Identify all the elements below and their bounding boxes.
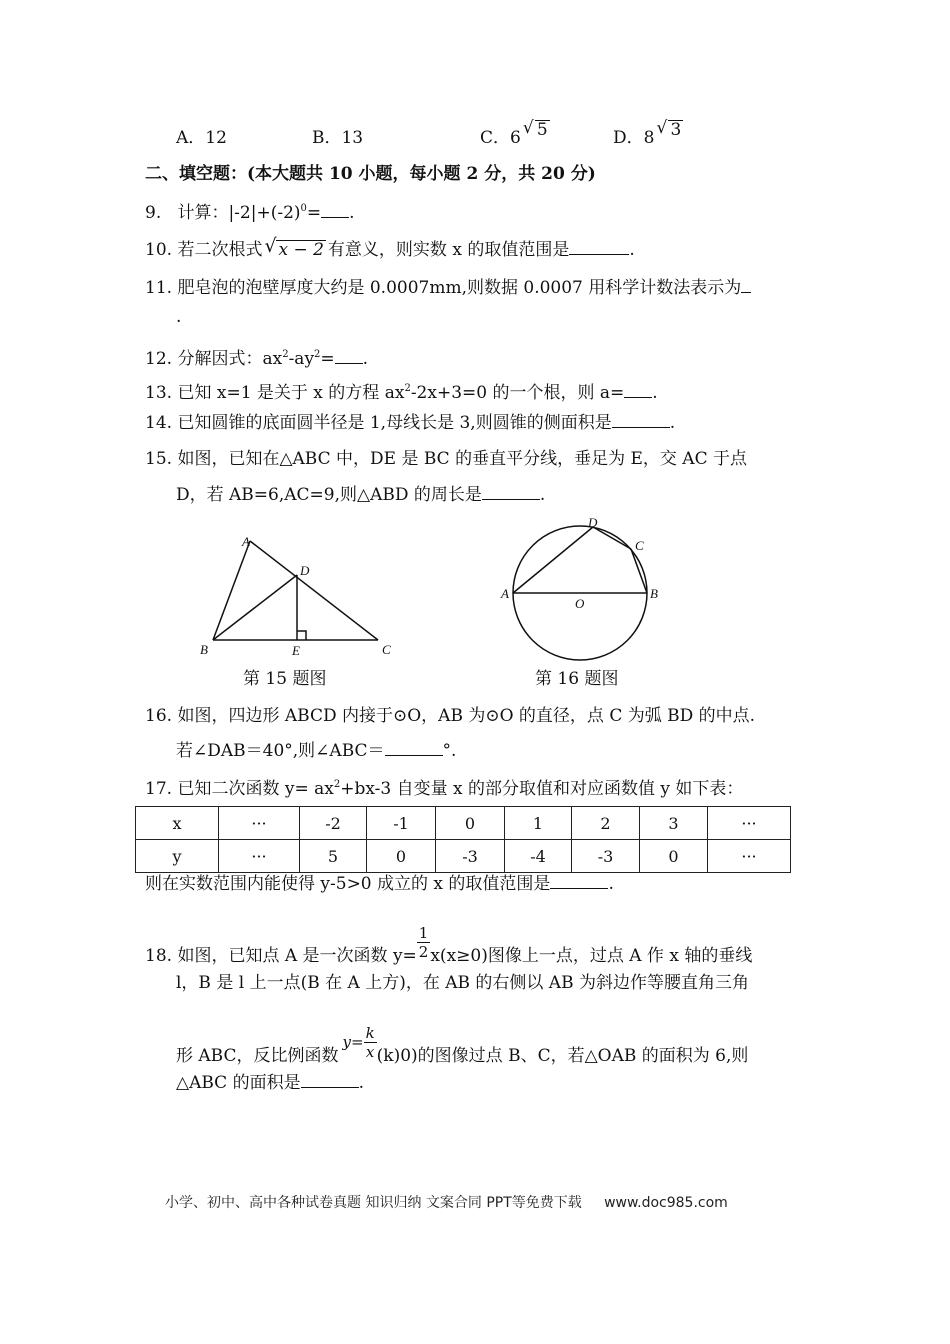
- q11-number: 11.: [145, 278, 173, 298]
- footer: [165, 1192, 728, 1212]
- q11-text: 肥皂泡的泡壁厚度大约是 0.0007mm,则数据 0.0007 用科学计数法表示为: [177, 278, 742, 298]
- q9-text: 计算：|-2|+(-2): [177, 203, 301, 223]
- q18-line1-pre: 如图，已知点 A 是一次函数 y=: [177, 946, 417, 966]
- choice-c-label: C．6: [480, 128, 521, 148]
- q9-tail: =: [306, 203, 322, 223]
- fig15-label-e: E: [292, 643, 300, 658]
- q18-func-frac: [364, 1024, 377, 1061]
- fig16-label-d: D: [588, 515, 598, 530]
- q10-radicand: x − 2: [278, 240, 324, 260]
- figure-16: [495, 512, 675, 662]
- question-11: [145, 277, 751, 299]
- q11-continuation: .: [176, 307, 182, 327]
- q12-exp2: 2: [314, 349, 321, 360]
- q12-answer-blank[interactable]: [335, 348, 363, 364]
- table-cell: 5: [300, 840, 367, 873]
- q18-func-eq: =: [350, 1033, 364, 1051]
- q18-func-y: y: [342, 1033, 351, 1051]
- q16-line2: 若∠DAB＝40°,则∠ABC＝: [176, 741, 385, 761]
- figure-16-caption: 第 16 题图: [535, 669, 619, 689]
- q9-exponent: 0: [300, 203, 307, 214]
- fig16-label-o: O: [575, 596, 585, 611]
- choice-c: [480, 118, 552, 149]
- q17-pre: 已知二次函数 y= ax: [177, 779, 334, 799]
- question-17: [145, 774, 743, 800]
- choice-d-sqrt: √ 3: [656, 118, 682, 140]
- figure-15: [190, 530, 410, 660]
- q18-number: 18.: [145, 946, 173, 966]
- choice-a: A．12: [176, 128, 227, 148]
- q12-mid: -ay: [288, 349, 315, 369]
- choice-b: B．13: [312, 128, 364, 148]
- q18-line1-post: x(x≥0)图像上一点，过点 A 作 x 轴的垂线: [430, 946, 753, 966]
- q16-number: 16.: [145, 706, 173, 726]
- q18-fraction: [417, 924, 431, 961]
- table-cell: ···: [708, 840, 791, 873]
- fig16-label-b: B: [650, 586, 658, 601]
- table-row-x: [136, 807, 791, 840]
- q18-answer-blank[interactable]: [301, 1072, 359, 1088]
- q10-post: 有意义，则实数 x 的取值范围是: [327, 240, 570, 260]
- q15-line2-row: D，若 AB=6,AC=9,则△ABD 的周长是 .: [176, 485, 546, 505]
- table-cell: -1: [367, 807, 436, 840]
- q15-number: 15.: [145, 449, 173, 469]
- q18-line3-pre: 形 ABC，反比例函数: [176, 1046, 339, 1066]
- q18-line4-row: △ABC 的面积是 .: [176, 1073, 364, 1093]
- q18-line3-post: (k)0)的图像过点 B、C，若△OAB 的面积为 6,则: [376, 1046, 749, 1066]
- question-15: [145, 448, 747, 470]
- fig15-label-d: D: [300, 563, 310, 578]
- question-13: 13. 已知 x=1 是关于 x 的方程 $ax^2-2x+3=0$ 的一个根，则 a= .: [145, 383, 658, 403]
- footer-text: 小学、初中、高中各种试卷真题 知识归纳 文案合同 PPT等免费下载: [165, 1195, 582, 1211]
- q18-line4: △ABC 的面积是: [176, 1073, 301, 1093]
- fig16-label-c: C: [635, 538, 644, 553]
- table-cell: -2: [300, 807, 367, 840]
- question-14: 14. 已知圆锥的底面圆半径是 1,母线长是 3,则圆锥的侧面积是 .: [145, 413, 676, 433]
- question-18: [145, 924, 753, 975]
- q17-after: 则在实数范围内能使得 y-5>0 成立的 x 的取值范围是: [145, 874, 551, 894]
- footer-url[interactable]: www.doc985.com: [604, 1195, 728, 1211]
- question-16: [145, 705, 755, 727]
- q16-tail: °.: [442, 741, 457, 761]
- q17-exp: 2: [333, 779, 341, 790]
- table-cell: x: [136, 807, 219, 840]
- table-cell: 0: [436, 807, 505, 840]
- fig16-chord-ad: [513, 527, 593, 593]
- q14-answer-blank[interactable]: [612, 412, 670, 428]
- fig15-right-angle: [297, 631, 306, 640]
- fig16-chord-cb: [631, 549, 647, 593]
- table-cell: -3: [436, 840, 505, 873]
- q14-text: 已知圆锥的底面圆半径是 1,母线长是 3,则圆锥的侧面积是: [177, 413, 612, 433]
- table-cell: 1: [505, 807, 572, 840]
- table-cell: 0: [640, 840, 708, 873]
- q10-answer-blank[interactable]: [569, 239, 629, 255]
- fig15-label-a: A: [242, 534, 250, 549]
- q13-number: 13.: [145, 383, 173, 403]
- table-cell: ···: [708, 807, 791, 840]
- table-cell: ···: [219, 840, 300, 873]
- q18-frac-den: 2: [418, 943, 429, 961]
- q12-text: 分解因式：ax: [177, 349, 283, 369]
- fig15-label-c: C: [382, 642, 391, 657]
- q18-line3: [176, 1024, 749, 1075]
- section-title: 二、填空题：(本大题共 10 小题，每小题 2 分，共 20 分): [145, 164, 596, 184]
- figure-15-caption: 第 15 题图: [243, 669, 327, 689]
- q11-answer-blank[interactable]: [741, 277, 751, 293]
- table-cell: -4: [505, 840, 572, 873]
- choice-c-radicand: 5: [536, 120, 548, 140]
- q9-number: 9.: [145, 203, 162, 223]
- table-cell: ···: [219, 807, 300, 840]
- q18-func-den: x: [365, 1043, 375, 1061]
- table-row-y: [136, 840, 791, 873]
- choice-d: [613, 118, 685, 149]
- q17-post: +bx-3 自变量 x 的部分取值和对应函数值 y 如下表：: [340, 779, 744, 799]
- q10-pre: 若二次根式: [177, 240, 263, 260]
- table-cell: y: [136, 840, 219, 873]
- q10-sqrt: √ x − 2: [264, 235, 324, 260]
- q18-frac-num: 1: [418, 924, 429, 942]
- question-9: 9. 计算：$|-2|+(-2)^0=$ .: [145, 203, 355, 223]
- q13-answer-blank[interactable]: [624, 382, 652, 398]
- q18-line2: l，B 是 l 上一点(B 在 A 上方)，在 AB 的右侧以 AB 为斜边作等腰直角三角: [176, 973, 749, 993]
- q16-line1: 如图，四边形 ABCD 内接于⊙O，AB 为⊙O 的直径，点 C 为弧 BD 的中点.: [177, 706, 756, 726]
- table-cell: 2: [572, 807, 640, 840]
- question-12: 12. 分解因式：$ax^2-ay^2=$ .: [145, 349, 369, 369]
- fig15-label-b: B: [200, 642, 208, 657]
- q15-line1: 如图，已知在△ABC 中，DE 是 BC 的垂直平分线，垂足为 E，交 AC 于点: [177, 449, 747, 469]
- fig15-side-ac: [250, 541, 378, 640]
- q13-exp: 2: [404, 383, 411, 394]
- q13-pre: 已知 x=1 是关于 x 的方程 ax: [177, 383, 405, 403]
- q13-post: -2x+3=0 的一个根，则 a=: [410, 383, 625, 403]
- fig16-chord-dc: [593, 527, 631, 549]
- choice-d-label: D．8: [613, 128, 655, 148]
- choice-d-radicand: 3: [670, 120, 682, 140]
- q17-answer-blank[interactable]: [550, 873, 608, 889]
- q12-number: 12.: [145, 349, 173, 369]
- table-cell: 0: [367, 840, 436, 873]
- fig16-label-a: A: [501, 586, 509, 601]
- table-cell: 3: [640, 807, 708, 840]
- table-cell: -3: [572, 840, 640, 873]
- q9-answer-blank[interactable]: [321, 202, 349, 218]
- q12-exp1: 2: [282, 349, 289, 360]
- q18-func-num: k: [365, 1024, 375, 1042]
- q14-number: 14.: [145, 413, 173, 433]
- value-table: [135, 806, 791, 873]
- q10-number: 10.: [145, 240, 173, 260]
- question-10: 10. 若二次根式 √ x − 2 有意义，则实数 x 的取值范围是 .: [145, 235, 635, 260]
- q17-number: 17.: [145, 779, 173, 799]
- q17-after-row: 则在实数范围内能使得 y-5>0 成立的 x 的取值范围是 .: [145, 874, 614, 894]
- q15-answer-blank[interactable]: [482, 484, 540, 500]
- q15-line2: D，若 AB=6,AC=9,则△ABD 的周长是: [176, 485, 482, 505]
- q16-line2-row: [176, 740, 456, 762]
- choice-c-sqrt: √ 5: [522, 118, 548, 140]
- q12-tail: =: [320, 349, 335, 369]
- q16-answer-blank[interactable]: [385, 740, 443, 756]
